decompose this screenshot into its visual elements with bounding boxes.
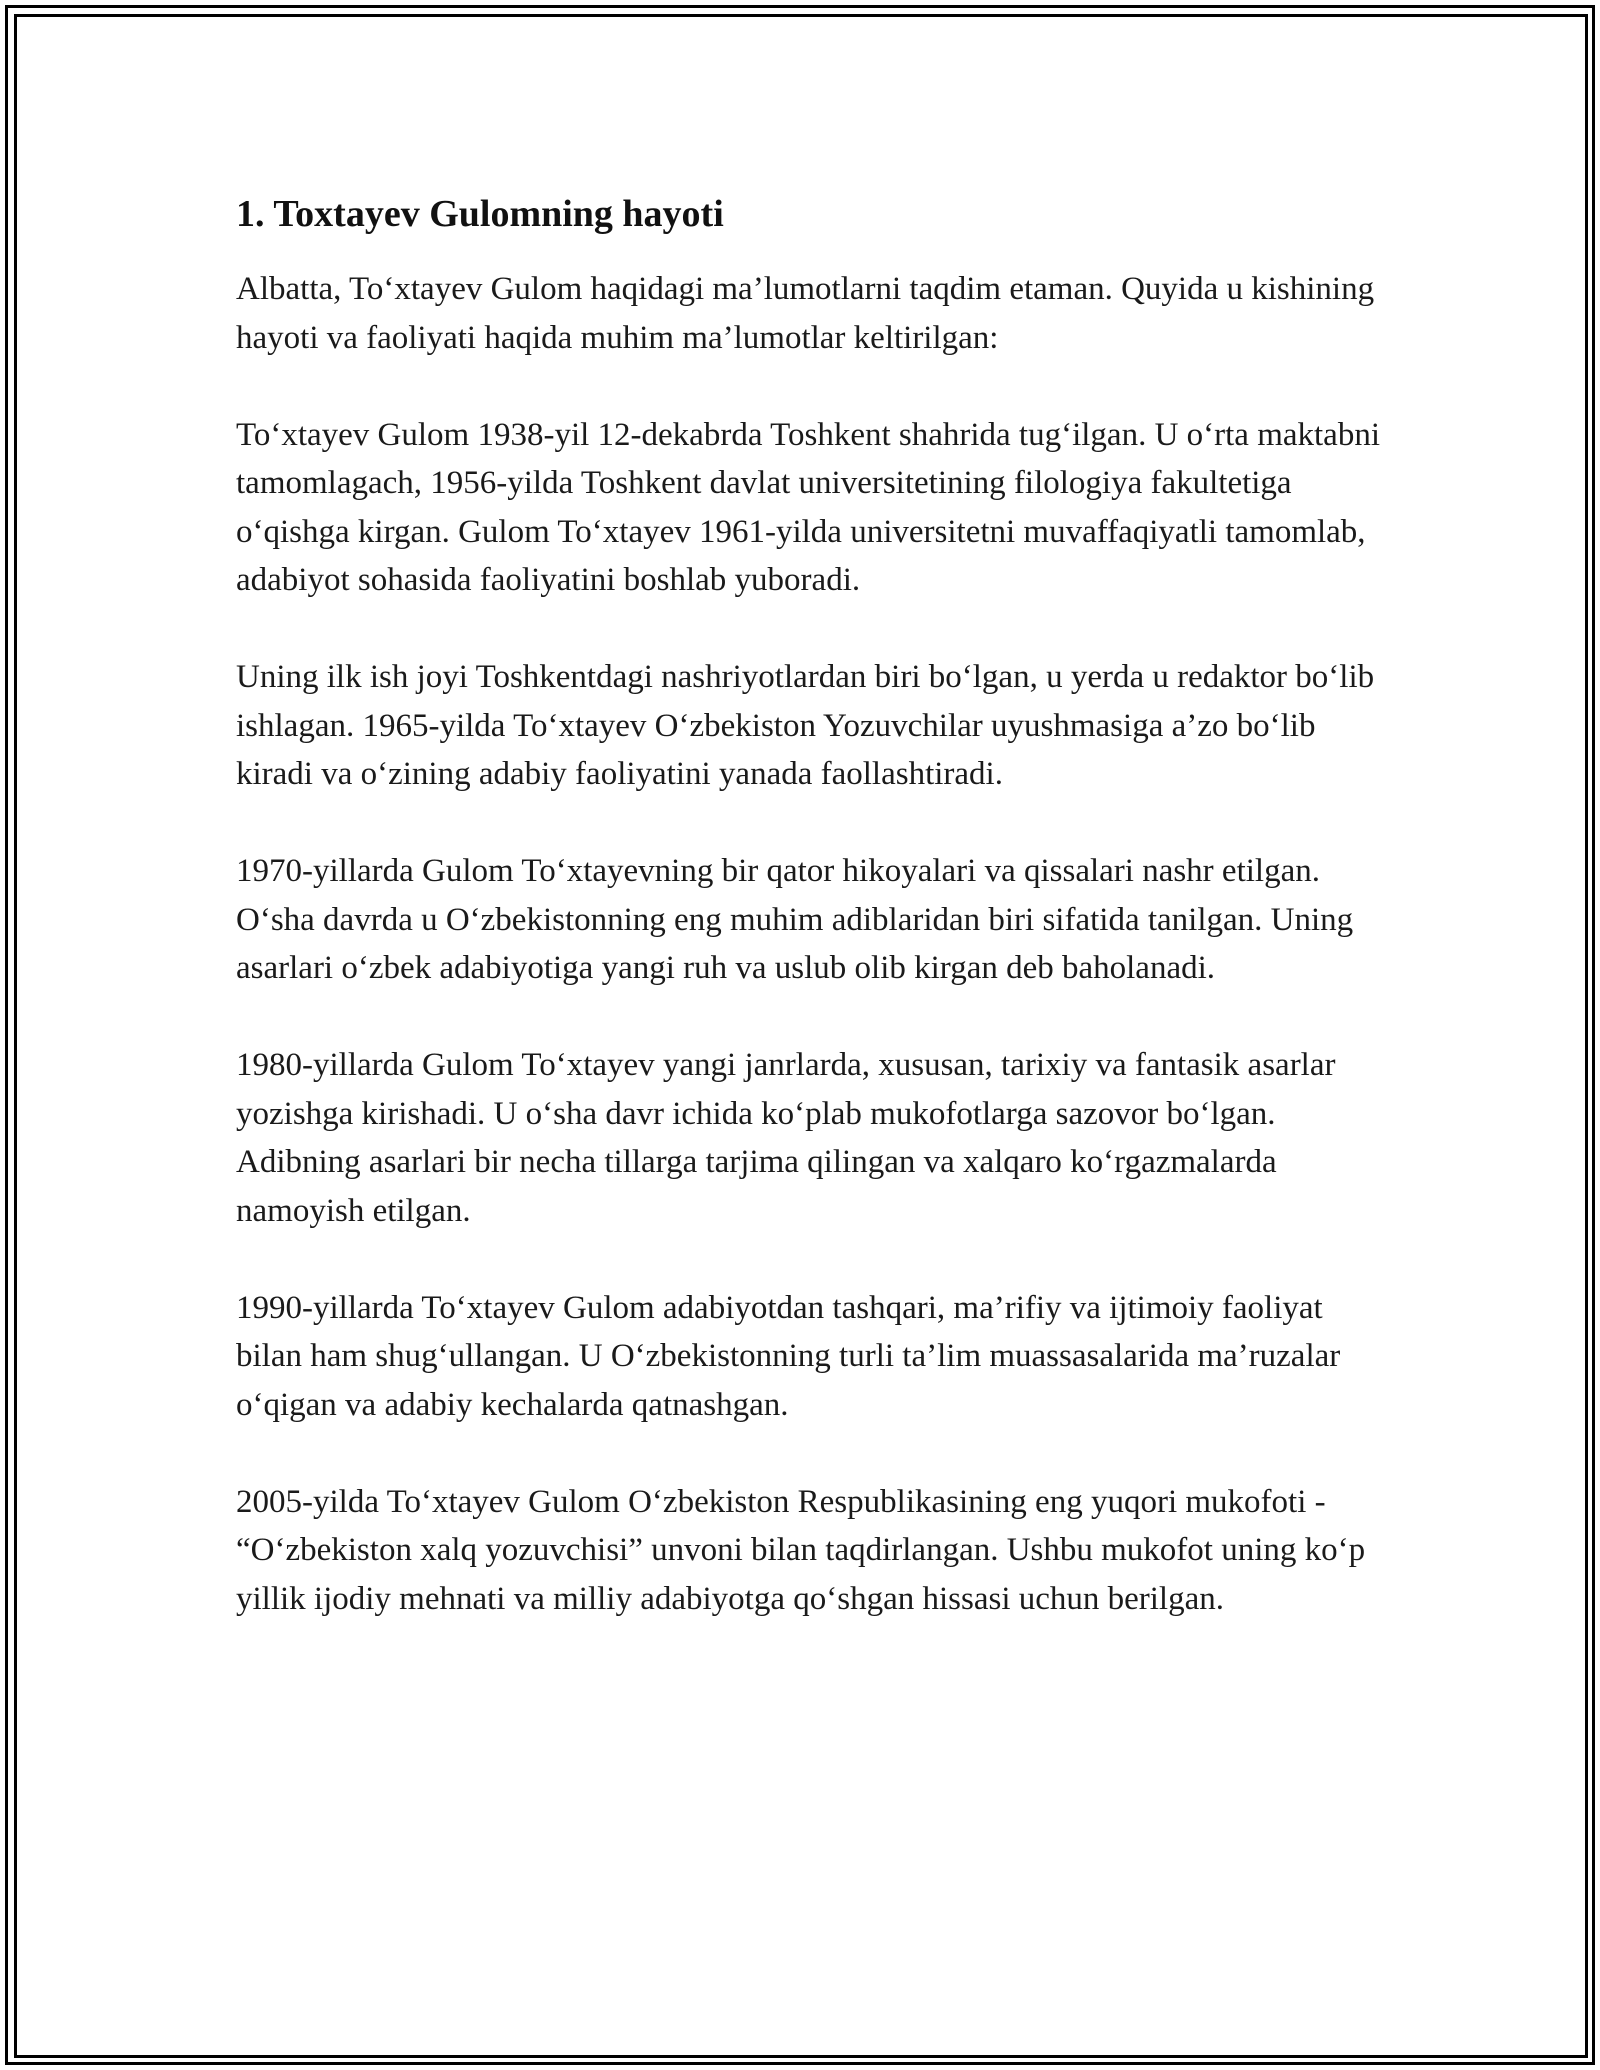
document-heading: 1. Toxtayev Gulomning hayoti bbox=[236, 193, 724, 235]
1990s-paragraph: 1990-yillarda To‘xtayev Gulom adabiyotdan tashqari, ma’rifiy va ijtimoiy faoliyat bilan ham shug‘ullangan. U O‘zbekistonning turli ta’lim muassasalarida ma’ruzalar o‘qigan va adabiy kechalarda qatnashgan. bbox=[236, 1289, 1341, 1423]
1970s-paragraph: 1970-yillarda Gulom To‘xtayevning bir qator hikoyalari va qissalari nashr etilgan. O‘sha davrda u O‘zbekistonning eng muhim adiblaridan biri sifatida tanilgan. Uning asarlari o‘zbek adabiyotiga yangi ruh va uslub olib kirgan deb baholanadi. bbox=[236, 853, 1354, 986]
intro-paragraph: Albatta, To‘xtayev Gulom haqidagi ma’lumotlarni taqdim etaman. Quyida u kishining hayoti va faoliyati haqida muhim ma’lumotlar keltirilgan: bbox=[236, 271, 1375, 356]
birth-education-paragraph: To‘xtayev Gulom 1938-yil 12-dekabrda Toshkent shahrida tug‘ilgan. U o‘rta maktabni tamomlagach, 1956-yilda Toshkent davlat universitetining filologiya fakultetiga o‘qishga kirgan. Gulom To‘xtayev 1961-yilda universitetni muvaffaqiyatli tamomlab, adabiyot sohasida faoliyatini boshlab yuboradi. bbox=[236, 416, 1380, 598]
1980s-paragraph: 1980-yillarda Gulom To‘xtayev yangi janrlarda, xususan, tarixiy va fantasik asarlar yozishga kirishadi. U o‘sha davr ichida ko‘plab mukofotlarga sazovor bo‘lgan. Adibning asarlari bir necha tillarga tarjima qilingan va xalqaro ko‘rgazmalarda namoyish etilgan. bbox=[236, 1047, 1336, 1229]
document-body bbox=[236, 185, 1386, 1672]
first-job-paragraph: Uning ilk ish joyi Toshkentdagi nashriyotlardan biri bo‘lgan, u yerda u redaktor bo‘lib ishlagan. 1965-yilda To‘xtayev O‘zbekiston Yozuvchilar uyushmasiga a’zo bo‘lib kiradi va o‘zining adabiy faoliyatini yanada faollashtiradi. bbox=[236, 659, 1375, 792]
2005-award-paragraph: 2005-yilda To‘xtayev Gulom O‘zbekiston Respublikasining eng yuqori mukofoti - “O‘zbekiston xalq yozuvchisi” unvoni bilan taqdirlangan. Ushbu mukofot uning ko‘p yillik ijodiy mehnati va milliy adabiyotga qo‘shgan hissasi uchun berilgan. bbox=[236, 1483, 1366, 1617]
